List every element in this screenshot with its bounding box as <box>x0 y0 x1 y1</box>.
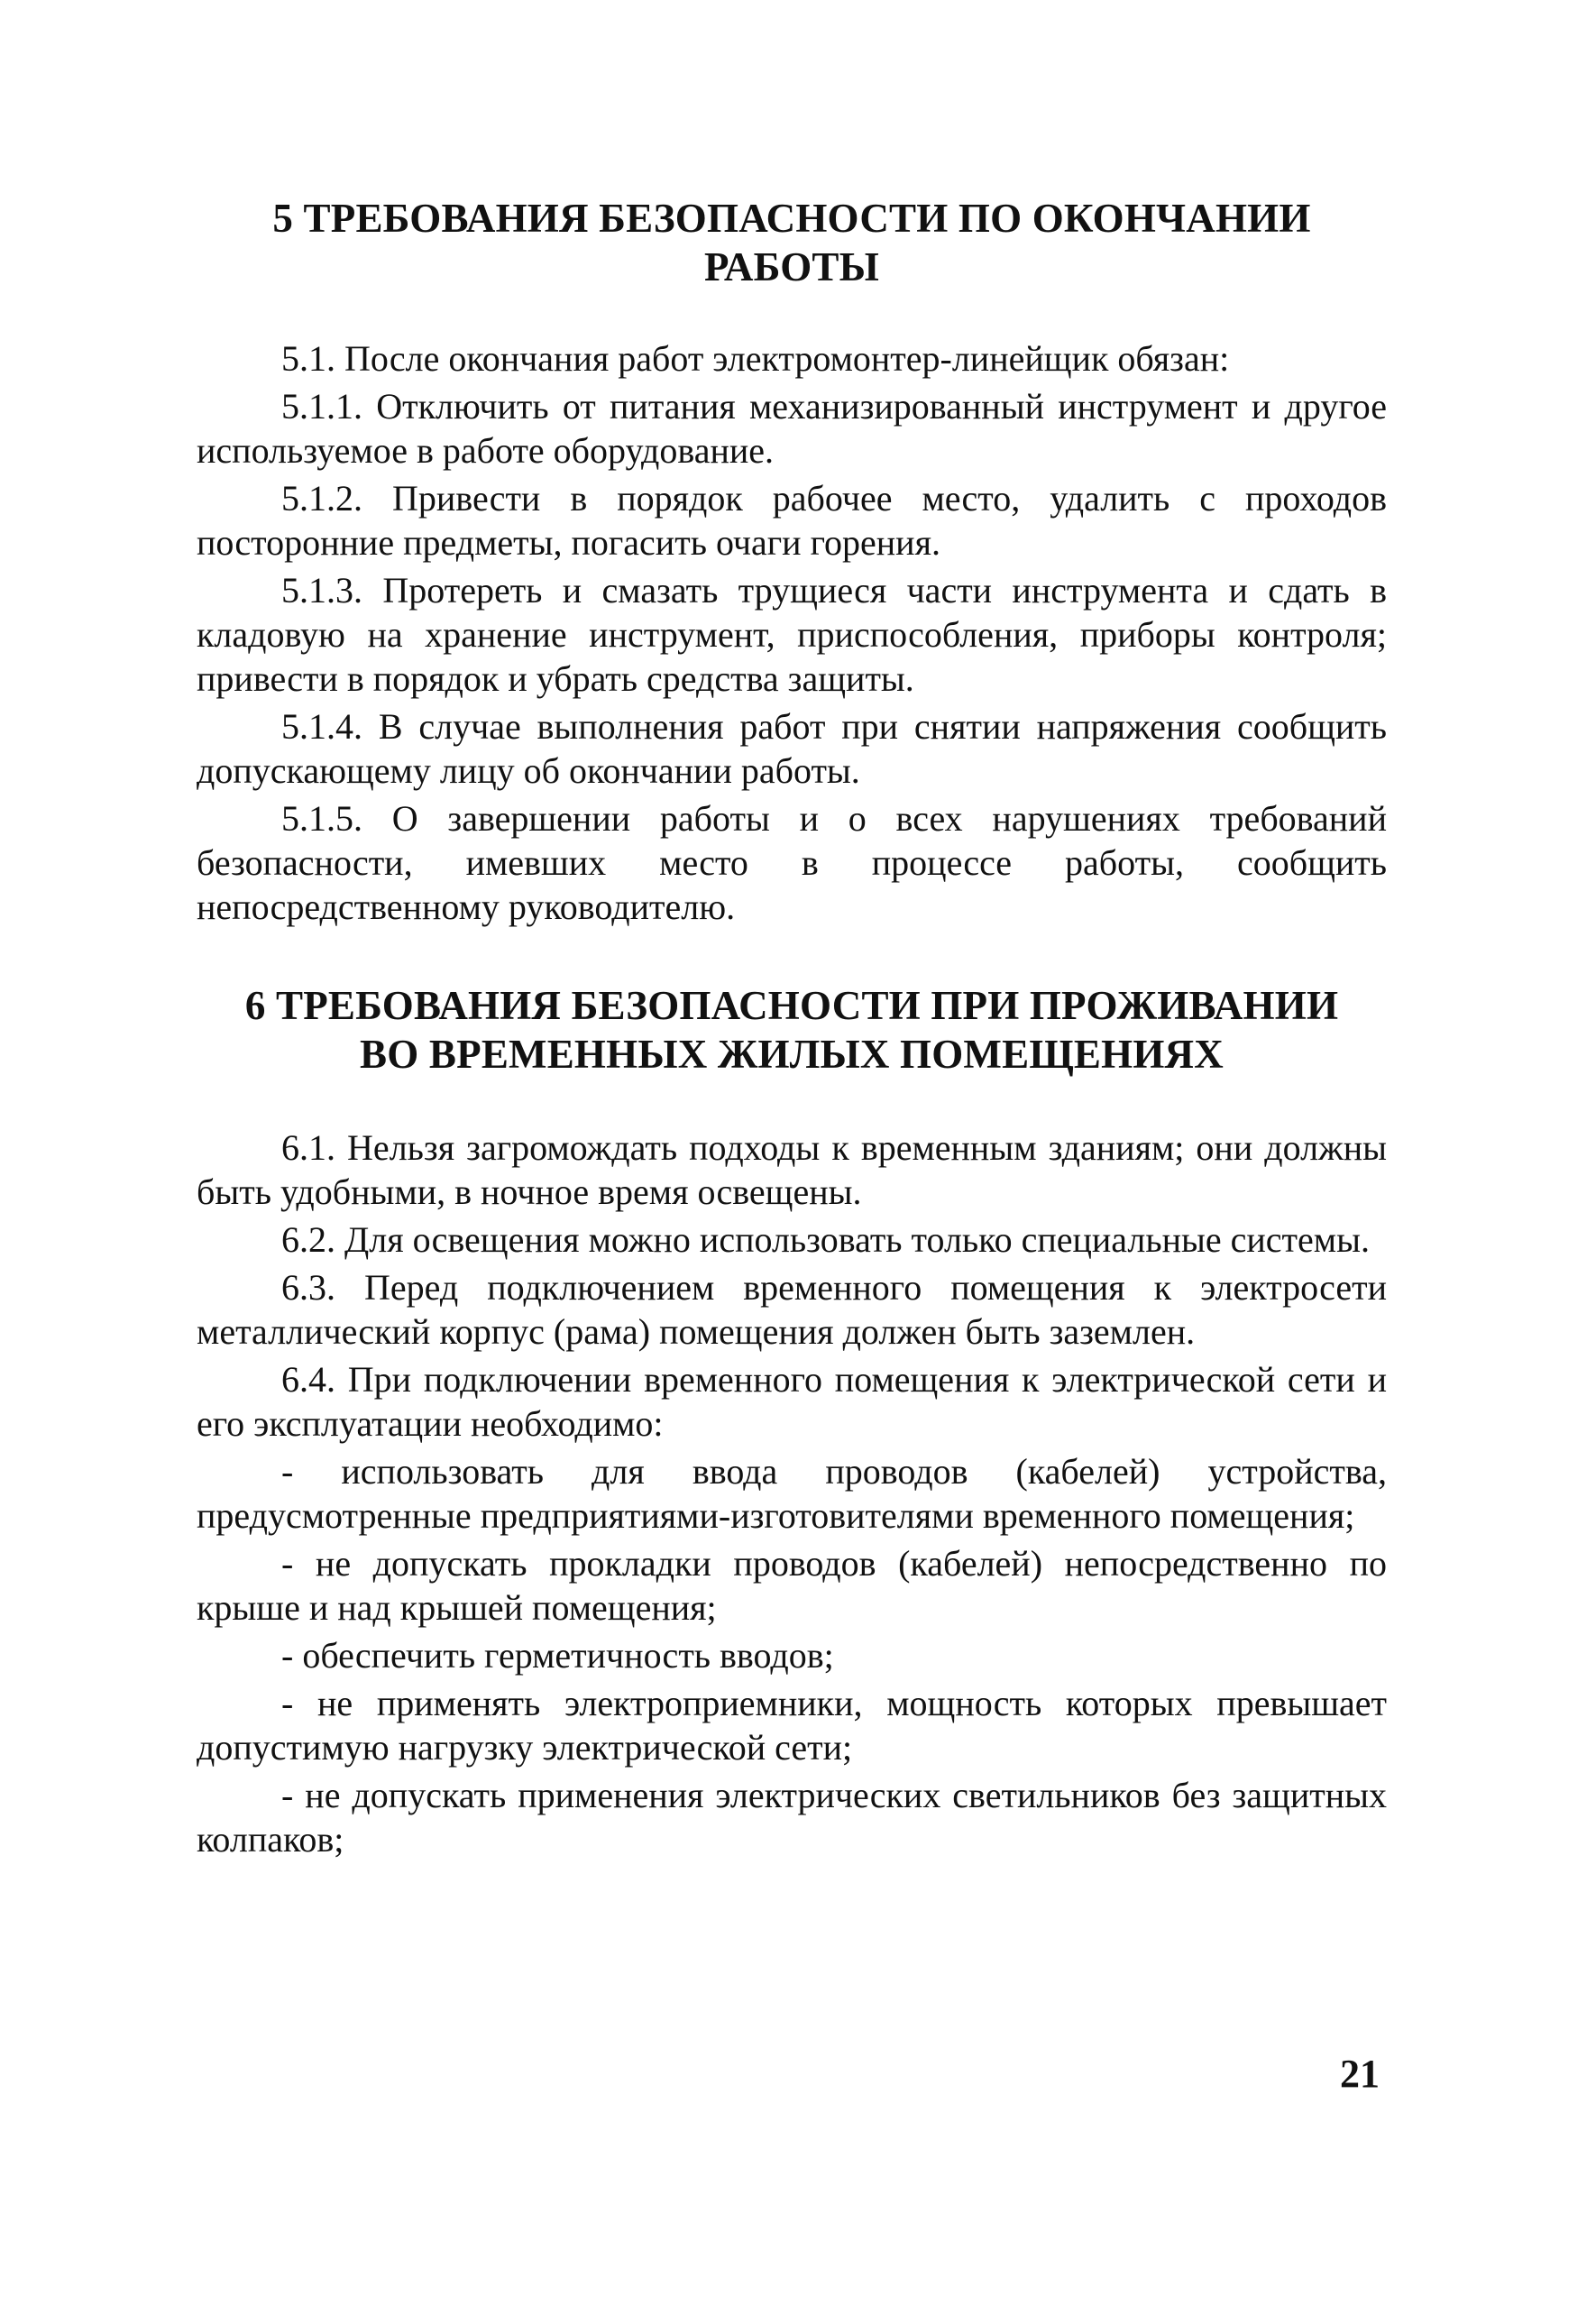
bullet-item-5: - не допускать применения электрических светильников без защитных колпаков; <box>197 1775 1387 1860</box>
paragraph-6-1: 6.1. Нельзя загромождать подходы к временным зданиям; они должны быть удобными, в ночное время освещены. <box>197 1127 1387 1212</box>
section-5-title-line-2: РАБОТЫ <box>703 244 880 289</box>
section-5-title-line-1: 5 ТРЕБОВАНИЯ БЕЗОПАСНОСТИ ПО ОКОНЧАНИИ <box>272 196 1311 241</box>
paragraph-6-2: 6.2. Для освещения можно использовать только специальные системы. <box>281 1219 1370 1260</box>
section-6-title-line-2: ВО ВРЕМЕННЫХ ЖИЛЫХ ПОМЕЩЕНИЯХ <box>360 1032 1224 1077</box>
bullet-item-1: - использовать для ввода проводов (кабелей) устройства, предусмотренные предприятиями-изготовителями временного помещения; <box>197 1451 1387 1536</box>
section-5-title <box>197 194 1387 291</box>
paragraph-5-1-5: 5.1.5. О завершении работы и о всех нарушениях требований безопасности, имевших место в процессе работы, сообщить непосредственному руководителю. <box>197 798 1387 927</box>
paragraph-6-3: 6.3. Перед подключением временного помещения к электросети металлический корпус (рама) помещения должен быть заземлен. <box>197 1267 1387 1352</box>
paragraph-5-1-4: 5.1.4. В случае выполнения работ при снятии напряжения сообщить допускающему лицу об окончании работы. <box>197 706 1387 791</box>
page-number: 21 <box>1340 2052 1380 2096</box>
bullet-item-2: - не допускать прокладки проводов (кабелей) непосредственно по крыше и над крышей помещения; <box>197 1543 1387 1628</box>
section-6-title <box>197 981 1387 1079</box>
paragraph-5-1-2: 5.1.2. Привести в порядок рабочее место, удалить с проходов посторонние предметы, погасить очаги горения. <box>197 478 1387 563</box>
section-6-title-line-1: 6 ТРЕБОВАНИЯ БЕЗОПАСНОСТИ ПРИ ПРОЖИВАНИИ <box>244 983 1339 1028</box>
paragraph-5-1: 5.1. После окончания работ электромонтер-линейщик обязан: <box>281 338 1230 379</box>
paragraph-6-4: 6.4. При подключении временного помещения к электрической сети и его эксплуатации необходимо: <box>197 1359 1387 1444</box>
document-page <box>197 194 1387 1865</box>
bullet-item-3: - обеспечить герметичность вводов; <box>281 1635 834 1676</box>
bullet-item-4: - не применять электроприемники, мощность которых превышает допустимую нагрузку электрической сети; <box>197 1683 1387 1768</box>
paragraph-5-1-1: 5.1.1. Отключить от питания механизированный инструмент и другое используемое в работе оборудование. <box>197 386 1387 471</box>
paragraph-5-1-3: 5.1.3. Протереть и смазать трущиеся части инструмента и сдать в кладовую на хранение инструмент, приспособления, приборы контроля; привести в порядок и убрать средства защиты. <box>197 570 1387 699</box>
